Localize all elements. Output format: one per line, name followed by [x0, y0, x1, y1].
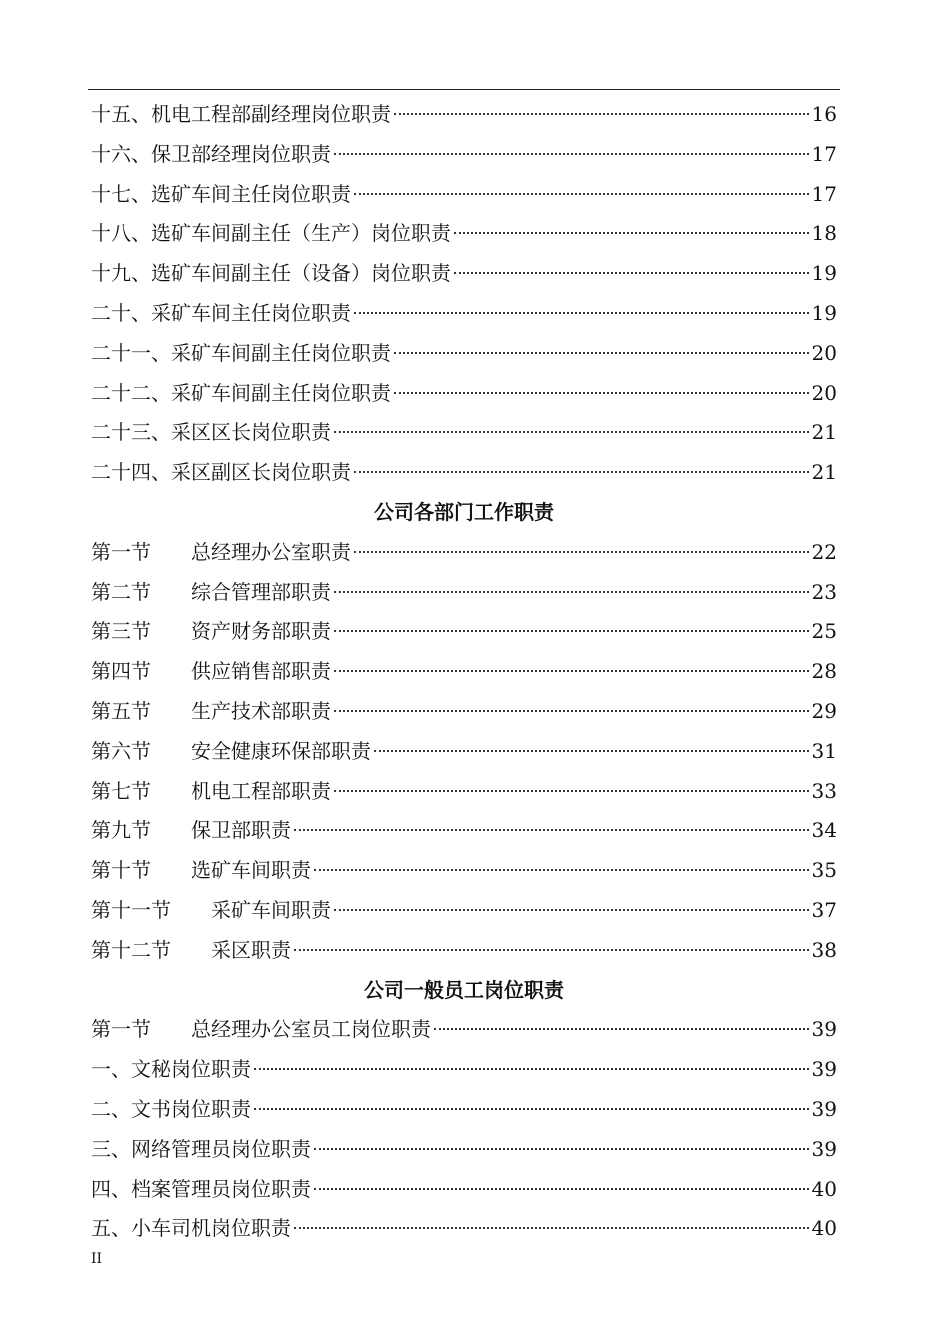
toc-entry-page: 38 — [811, 937, 837, 962]
toc-entry[interactable] — [91, 294, 837, 334]
toc-entry-title: 第一节 总经理办公室员工岗位职责 — [91, 1017, 431, 1042]
dot-leader — [334, 152, 809, 155]
dot-leader — [254, 1107, 809, 1110]
toc-entry-title: 十六、保卫部经理岗位职责 — [91, 141, 331, 166]
dot-leader — [334, 908, 809, 911]
toc-entry-page: 20 — [811, 380, 837, 405]
toc-entry-title: 二十三、采区区长岗位职责 — [91, 420, 331, 445]
toc-entry[interactable] — [91, 732, 837, 772]
toc-entry[interactable] — [91, 1010, 837, 1050]
dot-leader — [354, 550, 809, 553]
toc-entry[interactable] — [91, 334, 837, 374]
dot-leader — [334, 669, 809, 672]
toc-entry-title: 二十、采矿车间主任岗位职责 — [91, 300, 351, 325]
toc-entry[interactable] — [91, 891, 837, 931]
dot-leader — [334, 789, 809, 792]
toc-entry-title: 一、文秘岗位职责 — [91, 1057, 251, 1082]
header-rule — [88, 89, 840, 90]
toc-entry-page: 39 — [811, 1136, 837, 1161]
toc-entry-page: 19 — [811, 261, 837, 286]
toc-entry-title: 第十二节 采区职责 — [91, 937, 291, 962]
toc-entry-title: 十七、选矿车间主任岗位职责 — [91, 181, 351, 206]
toc-entry-page: 21 — [811, 460, 837, 485]
dot-leader — [294, 828, 809, 831]
dot-leader — [374, 749, 809, 752]
dot-leader — [454, 231, 809, 234]
toc-entry[interactable] — [91, 612, 837, 652]
toc-entry-page: 40 — [811, 1176, 837, 1201]
toc-entry-page: 39 — [811, 1096, 837, 1121]
toc-entry-page: 23 — [811, 579, 837, 604]
toc-entry-page: 31 — [811, 738, 837, 763]
table-of-contents — [91, 95, 837, 1249]
dot-leader — [454, 271, 809, 274]
toc-entry-title: 第十一节 采矿车间职责 — [91, 897, 331, 922]
toc-entry[interactable] — [91, 931, 837, 971]
toc-entry-page: 40 — [811, 1216, 837, 1241]
dot-leader — [434, 1027, 809, 1030]
toc-entry-title: 第一节 总经理办公室职责 — [91, 539, 351, 564]
toc-entry-title: 第六节 安全健康环保部职责 — [91, 738, 371, 763]
dot-leader — [314, 1147, 809, 1150]
toc-entry-title: 二十二、采矿车间副主任岗位职责 — [91, 380, 391, 405]
toc-entry-page: 17 — [811, 141, 837, 166]
toc-entry-title: 十五、机电工程部副经理岗位职责 — [91, 102, 391, 126]
toc-entry-page: 33 — [811, 778, 837, 803]
toc-entry-title: 第四节 供应销售部职责 — [91, 659, 331, 684]
toc-entry-title: 五、小车司机岗位职责 — [91, 1216, 291, 1241]
toc-entry-page: 37 — [811, 897, 837, 922]
toc-entry[interactable] — [91, 1090, 837, 1130]
section-heading: 公司一般员工岗位职责 — [364, 977, 564, 1002]
dot-leader — [394, 112, 809, 115]
toc-entry-page: 35 — [811, 858, 837, 883]
toc-entry-page: 21 — [811, 420, 837, 445]
dot-leader — [354, 470, 809, 473]
toc-entry-page: 22 — [811, 539, 837, 564]
toc-entry-title: 第十节 选矿车间职责 — [91, 858, 311, 883]
toc-entry[interactable] — [91, 1170, 837, 1210]
toc-entry-page: 18 — [811, 221, 837, 246]
dot-leader — [334, 430, 809, 433]
toc-entry[interactable] — [91, 413, 837, 453]
toc-entry-title: 四、档案管理员岗位职责 — [91, 1176, 311, 1201]
toc-entry[interactable] — [91, 374, 837, 414]
toc-entry-title: 二、文书岗位职责 — [91, 1096, 251, 1121]
toc-entry-page: 39 — [811, 1017, 837, 1042]
dot-leader — [394, 351, 809, 354]
toc-entry[interactable] — [91, 772, 837, 812]
toc-entry-title: 第二节 综合管理部职责 — [91, 579, 331, 604]
toc-entry[interactable] — [91, 214, 837, 254]
toc-entry[interactable] — [91, 135, 837, 175]
toc-entry-page: 25 — [811, 619, 837, 644]
toc-entry-page: 19 — [811, 300, 837, 325]
toc-entry-title: 三、网络管理员岗位职责 — [91, 1136, 311, 1161]
toc-entry-page: 29 — [811, 698, 837, 723]
dot-leader — [314, 1187, 809, 1190]
toc-entry[interactable] — [91, 652, 837, 692]
dot-leader — [294, 1226, 809, 1229]
toc-entry-title: 第七节 机电工程部职责 — [91, 778, 331, 803]
toc-entry[interactable] — [91, 692, 837, 732]
toc-entry-page: 28 — [811, 659, 837, 684]
toc-entry-title: 二十一、采矿车间副主任岗位职责 — [91, 340, 391, 365]
toc-entry[interactable] — [91, 175, 837, 215]
toc-entry-title: 第三节 资产财务部职责 — [91, 619, 331, 644]
toc-entry-title: 第五节 生产技术部职责 — [91, 698, 331, 723]
toc-entry-title: 十九、选矿车间副主任（设备）岗位职责 — [91, 261, 451, 286]
toc-entry-title: 第九节 保卫部职责 — [91, 818, 291, 843]
dot-leader — [334, 590, 809, 593]
toc-entry-page: 39 — [811, 1057, 837, 1082]
toc-entry[interactable] — [91, 573, 837, 613]
toc-entry[interactable] — [91, 95, 837, 135]
page-number: II — [91, 1251, 103, 1267]
toc-entry-page: 16 — [811, 102, 837, 126]
toc-entry[interactable] — [91, 811, 837, 851]
toc-entry[interactable] — [91, 1050, 837, 1090]
toc-entry[interactable] — [91, 1130, 837, 1170]
toc-entry[interactable] — [91, 254, 837, 294]
toc-entry-page: 20 — [811, 340, 837, 365]
toc-entry-page: 34 — [811, 818, 837, 843]
toc-entry[interactable] — [91, 453, 837, 493]
toc-entry[interactable] — [91, 1209, 837, 1249]
dot-leader — [294, 948, 809, 951]
toc-entry[interactable] — [91, 533, 837, 573]
dot-leader — [334, 629, 809, 632]
dot-leader — [334, 709, 809, 712]
toc-entry-title: 十八、选矿车间副主任（生产）岗位职责 — [91, 221, 451, 246]
dot-leader — [394, 391, 809, 394]
toc-entry-title: 二十四、采区副区长岗位职责 — [91, 460, 351, 485]
section-heading: 公司各部门工作职责 — [374, 499, 554, 524]
dot-leader — [314, 868, 809, 871]
dot-leader — [254, 1067, 809, 1070]
dot-leader — [354, 311, 809, 314]
dot-leader — [354, 192, 809, 195]
toc-entry-page: 17 — [811, 181, 837, 206]
toc-entry[interactable] — [91, 851, 837, 891]
